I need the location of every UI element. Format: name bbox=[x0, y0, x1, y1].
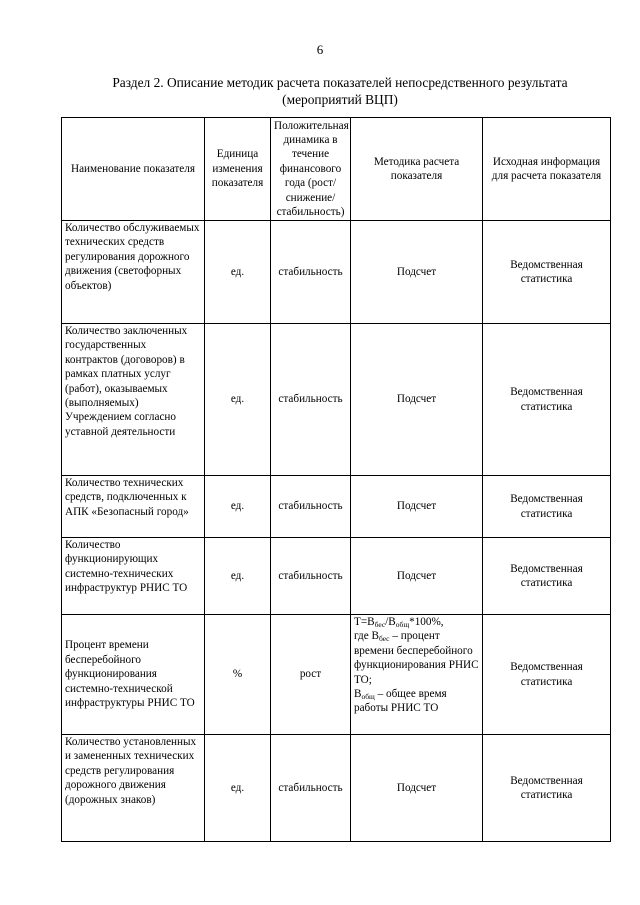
formula-slash: /B bbox=[385, 616, 396, 628]
cell-method: Подсчет bbox=[351, 538, 483, 615]
section-title-line-2: (мероприятий ВЦП) bbox=[282, 92, 398, 107]
definition-1-prefix: где B bbox=[354, 630, 379, 643]
section-title-line-1: Раздел 2. Описание методик расчета показателей непосредственного результата bbox=[112, 75, 568, 90]
cell-dynamics: стабильность bbox=[271, 538, 351, 615]
table-row bbox=[62, 615, 611, 735]
cell-source: Ведомственная статистика bbox=[483, 324, 611, 476]
header-source: Исходная информация для расчета показателя bbox=[483, 118, 611, 221]
cell-method: Подсчет bbox=[351, 476, 483, 538]
cell-unit: ед. bbox=[205, 324, 271, 476]
header-method: Методика расчета показателя bbox=[351, 118, 483, 221]
definition-2-sub: общ bbox=[361, 692, 375, 702]
cell-source: Ведомственная статистика bbox=[483, 735, 611, 842]
formula-definition-2 bbox=[354, 687, 479, 716]
cell-unit: ед. bbox=[205, 735, 271, 842]
cell-unit: % bbox=[205, 615, 271, 735]
formula-rhs: *100%, bbox=[409, 616, 444, 628]
definition-1-sub: бес bbox=[378, 634, 390, 644]
cell-source: Ведомственная статистика bbox=[483, 221, 611, 324]
table-row bbox=[62, 735, 611, 842]
definition-1-text: – процент времени бесперебойного функционирования РНИС ТО; bbox=[354, 630, 479, 686]
section-title bbox=[70, 74, 610, 108]
cell-dynamics: стабильность bbox=[271, 221, 351, 324]
formula-sub-bes: бес bbox=[374, 620, 386, 629]
cell-source: Ведомственная статистика bbox=[483, 538, 611, 615]
table-row bbox=[62, 476, 611, 538]
table-row bbox=[62, 324, 611, 476]
cell-method: Подсчет bbox=[351, 735, 483, 842]
cell-unit: ед. bbox=[205, 476, 271, 538]
header-name: Наименование показателя bbox=[62, 118, 205, 221]
cell-unit: ед. bbox=[205, 538, 271, 615]
cell-name: Количество заключенных государственных контрактов (договоров) в рамках платных услуг (работ), оказываемых (выполняемых) Учреждением согласно уставной деятельности bbox=[62, 324, 205, 476]
header-dynamics: Положительная динамика в течение финансового года (рост/ снижение/ стабильность) bbox=[271, 118, 351, 221]
cell-dynamics: стабильность bbox=[271, 476, 351, 538]
table-row bbox=[62, 538, 611, 615]
cell-name: Количество установленных и замененных технических средств регулирования дорожного движения (дорожных знаков) bbox=[62, 735, 205, 842]
formula-line bbox=[354, 615, 479, 629]
cell-name: Количество обслуживаемых технических средств регулирования дорожного движения (светофорных объектов) bbox=[62, 221, 205, 324]
cell-dynamics: рост bbox=[271, 615, 351, 735]
cell-method: Подсчет bbox=[351, 221, 483, 324]
cell-method: Подсчет bbox=[351, 324, 483, 476]
indicators-table bbox=[61, 117, 611, 842]
cell-name: Процент времени бесперебойного функционирования системно-технической инфраструктуры РНИС ТО bbox=[62, 615, 205, 735]
header-unit: Единица изменения показателя bbox=[205, 118, 271, 221]
table-row bbox=[62, 221, 611, 324]
page-number: 6 bbox=[316, 42, 324, 57]
cell-dynamics: стабильность bbox=[271, 324, 351, 476]
cell-name: Количество функционирующих системно-технических инфраструктур РНИС ТО bbox=[62, 538, 205, 615]
formula-definition-1 bbox=[354, 629, 479, 687]
cell-source: Ведомственная статистика bbox=[483, 615, 611, 735]
cell-unit: ед. bbox=[205, 221, 271, 324]
definition-2-text: – общее время работы РНИС ТО bbox=[354, 688, 447, 715]
cell-dynamics: стабильность bbox=[271, 735, 351, 842]
formula-sub-obsch: общ bbox=[395, 620, 410, 629]
cell-method-formula bbox=[351, 615, 483, 735]
formula-lhs: T=B bbox=[354, 616, 375, 628]
table-header-row bbox=[62, 118, 611, 221]
cell-name: Количество технических средств, подключенных к АПК «Безопасный город» bbox=[62, 476, 205, 538]
definition-2-prefix: B bbox=[354, 688, 362, 701]
cell-source: Ведомственная статистика bbox=[483, 476, 611, 538]
